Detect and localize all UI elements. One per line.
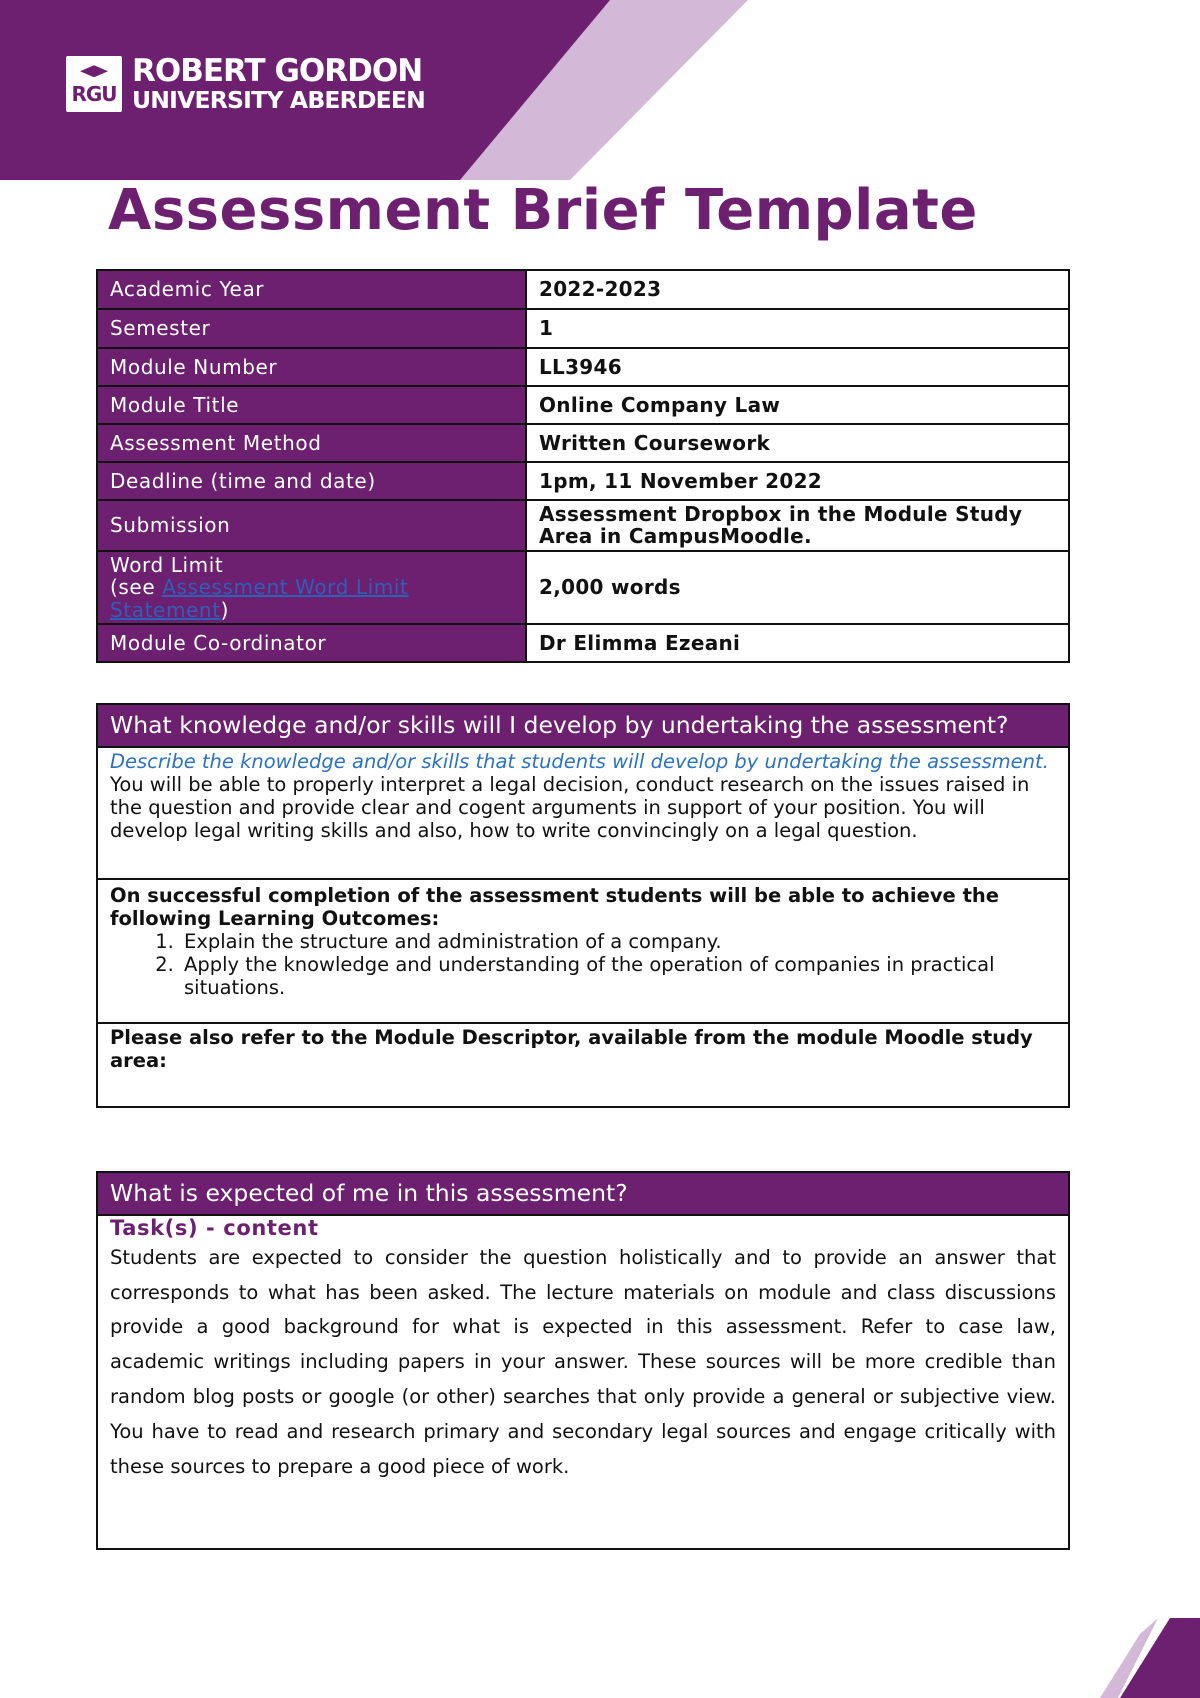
logo-wordmark [132, 53, 426, 114]
list-item: 1. Explain the structure and administration of a company. [180, 930, 1056, 953]
row-label: Deadline (time and date) [97, 462, 526, 500]
list-item: 2. Apply the knowledge and understanding of the operation of companies in practical situations. [180, 953, 1056, 999]
word-limit-prefix: (see [110, 575, 163, 600]
row-label: Semester [97, 309, 526, 348]
word-limit-statement-link[interactable]: Assessment Word Limit Statement [110, 575, 409, 622]
logo-line-1: ROBERT GORDON [132, 53, 423, 89]
table-row [97, 500, 1069, 551]
page-title: Assessment Brief Template [108, 178, 978, 243]
row-label: Academic Year [97, 270, 526, 309]
row-value: Online Company Law [526, 386, 1069, 424]
row-value: 2,000 words [526, 551, 1069, 624]
knowledge-body: You will be able to properly interpret a legal decision, conduct research on the issues raised in the question and provide clear and cogent arguments in support of your position. You will develop legal writing skills and also, how to write convincingly on a legal question. [110, 773, 1030, 842]
word-limit-label: Word Limit [110, 552, 224, 577]
row-value: Dr Elimma Ezeani [526, 624, 1069, 662]
row-value: 1 [526, 309, 1069, 348]
row-label: Assessment Method [97, 424, 526, 462]
logo-line-2: UNIVERSITY ABERDEEN [132, 86, 426, 114]
word-limit-suffix: ) [220, 597, 230, 622]
module-descriptor-section [98, 1022, 1068, 1080]
row-value: 2022-2023 [526, 270, 1069, 309]
module-descriptor-note: Please also refer to the Module Descriptor, available from the module Moodle study area: [110, 1026, 1033, 1072]
table-row [97, 551, 1069, 624]
university-logo [66, 53, 426, 114]
footer-corner-accent [1100, 1618, 1200, 1698]
row-label [97, 551, 526, 624]
expectations-heading: What is expected of me in this assessment? [98, 1173, 1068, 1216]
table-row [97, 624, 1069, 662]
rgu-crest-icon [66, 56, 122, 112]
logo-mark-text: RGU [71, 82, 117, 107]
row-label: Submission [97, 500, 526, 551]
table-row [97, 270, 1069, 309]
row-label: Module Co-ordinator [97, 624, 526, 662]
row-value: 1pm, 11 November 2022 [526, 462, 1069, 500]
row-label: Module Number [97, 348, 526, 386]
knowledge-section [98, 748, 1068, 878]
row-value: Written Coursework [526, 424, 1069, 462]
learning-outcomes-intro: On successful completion of the assessment students will be able to achieve the following Learning Outcomes: [110, 884, 999, 930]
learning-outcomes-section [98, 878, 1068, 1022]
assessment-info-table [96, 269, 1070, 663]
row-label: Module Title [97, 386, 526, 424]
learning-outcomes-list [110, 930, 1056, 999]
table-row [97, 386, 1069, 424]
table-row [97, 424, 1069, 462]
task-section [98, 1216, 1068, 1492]
knowledge-instruction: Describe the knowledge and/or skills that students will develop by undertaking the assessment. [110, 750, 1049, 773]
table-row [97, 462, 1069, 500]
knowledge-skills-box [96, 703, 1070, 1108]
knowledge-heading: What knowledge and/or skills will I develop by undertaking the assessment? [98, 705, 1068, 748]
table-row [97, 348, 1069, 386]
task-label: Task(s) - content [110, 1216, 319, 1240]
task-body: Students are expected to consider the question holistically and to provide an answer that corresponds to what has been asked. The lecture materials on module and class discussions provide a good background for what is expected in this assessment. Refer to case law, academic writings including papers in your answer. These sources will be more credible than random blog posts or google (or other) searches that only provide a general or subjective view. You have to read and research primary and secondary legal sources and engage critically with these sources to prepare a good piece of work. [110, 1245, 1056, 1478]
expectations-box [96, 1171, 1070, 1550]
row-value: Assessment Dropbox in the Module Study Area in CampusMoodle. [526, 500, 1069, 551]
table-row [97, 309, 1069, 348]
row-value: LL3946 [526, 348, 1069, 386]
